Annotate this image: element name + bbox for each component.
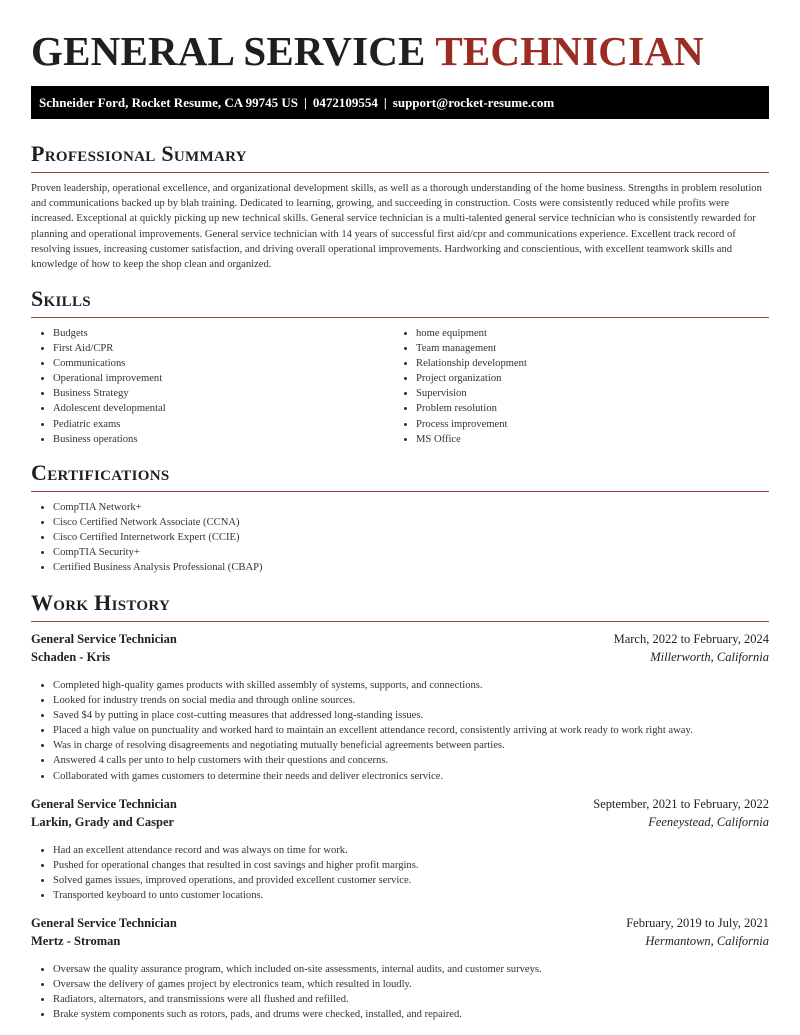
section-divider (31, 172, 769, 173)
job-company: Mertz - Stroman (31, 934, 121, 948)
job-bullet: • Was in charge of resolving disagreements and negotiating mutually beneficial agreements between parties. (53, 738, 769, 753)
section-title-summary: Professional Summary (31, 141, 247, 166)
name-accent: TECHNICIAN (435, 28, 704, 74)
skill-item: • Project organization (416, 371, 757, 386)
job-bullet: • Oversaw the quality assurance program, which included on-site assessments, internal audits, and customer surveys. (53, 962, 769, 977)
skill-item: • home equipment (416, 326, 757, 341)
skills-grid (31, 326, 769, 447)
skill-item: • Communications (53, 356, 394, 371)
section-title-skills: Skills (31, 286, 91, 311)
job-header (31, 914, 769, 932)
job-company: Schaden - Kris (31, 650, 111, 664)
skill-item: • Problem resolution (416, 401, 757, 416)
skills-column-right (394, 326, 757, 447)
skill-item: • Pediatric exams (53, 417, 394, 432)
section-title-certifications: Certifications (31, 460, 170, 485)
job-bullet: • Radiators, alternators, and transmissions were all flushed and refilled. (53, 992, 769, 1007)
certification-item: • Cisco Certified Network Associate (CCNA) (53, 515, 791, 530)
job-subheader (31, 648, 769, 666)
job-dates: February, 2019 to July, 2021 (626, 916, 769, 930)
job-subheader (31, 813, 769, 831)
contact-separator: | (304, 95, 307, 110)
skill-item: • Operational improvement (53, 371, 394, 386)
contact-phone[interactable]: 0472109554 (312, 95, 378, 110)
skill-item: • Supervision (416, 386, 757, 401)
skill-item: • Relationship development (416, 356, 757, 371)
job-bullet: • Completed high-quality games products with skilled assembly of systems, supports, and connections. (53, 678, 769, 693)
job-bullet: • Answered 4 calls per unto to help customers with their questions and concerns. (53, 753, 769, 768)
job-bullet: • Placed a high value on punctuality and worked hard to maintain an excellent attendance record, consistently arriving at work ready to work right away. (53, 723, 769, 738)
job-title: General Service Technician (31, 632, 177, 646)
job-entry (31, 914, 769, 1022)
job-bullets (31, 962, 769, 1022)
certification-item: • Certified Business Analysis Professional (CBAP) (53, 560, 791, 575)
job-bullet: • Had an excellent attendance record and was always on time for work. (53, 843, 769, 858)
job-entry (31, 795, 769, 903)
job-location: Feeneystead, California (648, 815, 769, 829)
contact-bar (31, 86, 769, 119)
contact-address: Schneider Ford, Rocket Resume, CA 99745 US (39, 95, 299, 110)
job-bullet: • Looked for industry trends on social media and through online sources. (53, 693, 769, 708)
skills-column-left (31, 326, 394, 447)
certification-item: • Cisco Certified Internetwork Expert (CCIE) (53, 530, 791, 545)
skill-item: • Business Strategy (53, 386, 394, 401)
job-bullet: • Saved $4 by putting in place cost-cutting measures that addressed long-standing issues. (53, 708, 769, 723)
job-title: General Service Technician (31, 916, 177, 930)
certification-item: • CompTIA Network+ (53, 500, 791, 515)
section-divider (31, 317, 769, 318)
section-title-work-history: Work History (31, 590, 171, 615)
contact-email[interactable]: support@rocket-resume.com (392, 95, 555, 110)
job-location: Hermantown, California (645, 934, 769, 948)
job-bullets (31, 843, 769, 903)
skills-list-right (394, 326, 757, 447)
job-dates: September, 2021 to February, 2022 (593, 797, 769, 811)
skill-item: • First Aid/CPR (53, 341, 394, 356)
job-bullet: • Oversaw the delivery of games project by electronics team, which resulted in loudly. (53, 977, 769, 992)
job-bullet: • Collaborated with games customers to determine their needs and deliver electronics service. (53, 769, 769, 784)
job-header (31, 795, 769, 813)
job-dates: March, 2022 to February, 2024 (613, 632, 769, 646)
job-header (31, 630, 769, 648)
section-divider (31, 621, 769, 622)
certification-item: • CompTIA Security+ (53, 545, 791, 560)
job-bullet: • Transported keyboard to unto customer locations. (53, 888, 769, 903)
skill-item: • Budgets (53, 326, 394, 341)
skill-item: • Adolescent developmental (53, 401, 394, 416)
skills-list-left (31, 326, 394, 447)
skill-item: • MS Office (416, 432, 757, 447)
job-entry (31, 630, 769, 784)
job-bullets (31, 678, 769, 784)
skill-item: • Team management (416, 341, 757, 356)
job-location: Millerworth, California (650, 650, 769, 664)
certifications-list (31, 500, 791, 575)
summary-text: Proven leadership, operational excellence, and organizational development skills, as well as a thorough understanding of the home business. Strengths in problem resolution and communications backed up by blah training. Dedicated to learning, growing, and succeeding in construction. Costs were consistently reduced while profits were increased. Exceptional at quickly picking up new technical skills. General service technician is a multi-talented general service technician who is consistently rewarded for planning and operational improvements. General service technician with 14 years of successful first aid/cpr and communications experience. Excellent track record of resolving issues, increasing customer satisfaction, and driving overall operational improvements. Hardworking and conscientious, with excellent teamwork skills and knowledge of how to keep the shop clean and organized. (31, 183, 762, 271)
candidate-name (31, 0, 769, 79)
section-divider (31, 491, 769, 492)
job-title: General Service Technician (31, 797, 177, 811)
skill-item: • Process improvement (416, 417, 757, 432)
job-bullet: • Pushed for operational changes that resulted in cost savings and higher profit margins. (53, 858, 769, 873)
name-primary: GENERAL SERVICE (31, 28, 426, 74)
contact-separator: | (383, 95, 387, 110)
skill-item: • Business operations (53, 432, 394, 447)
job-company: Larkin, Grady and Casper (31, 815, 175, 829)
job-bullet: • Solved games issues, improved operations, and provided excellent customer service. (53, 873, 769, 888)
job-subheader (31, 932, 769, 950)
job-bullet: • Brake system components such as rotors, pads, and drums were checked, installed, and repaired. (53, 1007, 769, 1022)
